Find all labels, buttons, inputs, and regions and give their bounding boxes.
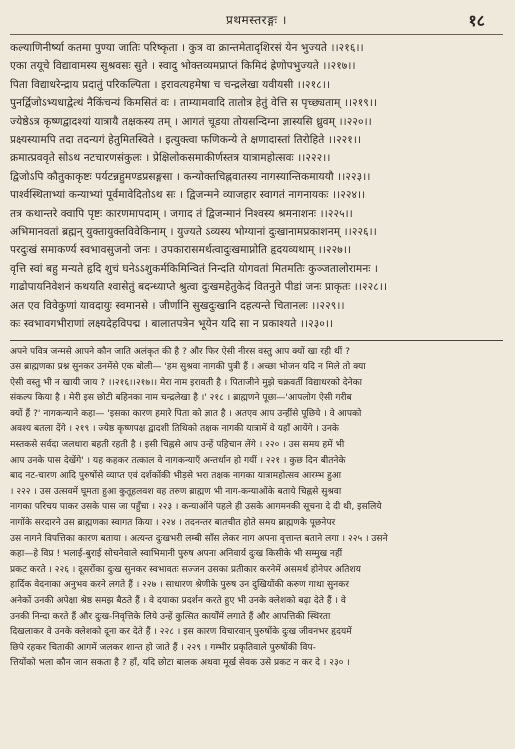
verse-line: एका तयूचे विद्यावामस्य सुश्रवसः सुते । स्वादु भोक्तव्यमप्राप्तं किमिदं ह्रेणोपभुज्यते ।।२१७।।: [10, 60, 356, 73]
header-rule: [10, 34, 503, 35]
verse-line: पुनर्द्विजोऽभ्यधाद्वेत्थं नैकिंचन्यं किमसितं वः । ताम्यामवादि तातोत्र हेतुं वेत्ति स पृच्छ्यताम् ।।२१९।।: [10, 97, 378, 110]
verse-line: पिता विद्याधरेन्द्राय प्रदातुं परिकल्पिता । इरावत्यहमेषा च चन्द्रलेखा यवीयसी ।।२१८।।: [10, 78, 331, 91]
translation-line: अपने पवित्र जन्मसे आपने कौन जाति अलंकृत की है ? और फिर ऐसी नीरस वस्तु आप क्यों खा रही थीं ?: [10, 346, 350, 357]
verse-line: अभिमानवतां ब्रह्मन् युक्तायुक्तविवेकिनाम् । युज्यते ऽव्यस्य भोग्यानां दुःखानामप्रकाशनम् ।।२२६।।: [10, 226, 377, 239]
verse-line: अत एव विवेकुणां यावदायुः स्वमानसे । जीर्णानि सुखदुःखानि दहत्यन्ते चितानलः ।।२२९।।: [10, 299, 345, 312]
translation-line: त्तियोंको भला कौन जान सकता है ? हाँ, यदि छोटा बालक अथवा मूर्ख सेवक उसे प्रकट न कर दे । २३० ।: [10, 658, 350, 669]
translation-line: मस्तकसे सर्वदा जलधारा बहती रहती है । इसी चिह्नसे आप उन्हें पहिचान लेंगे । २२० । उस समय हमें भी: [10, 440, 345, 451]
verse-line: गाढोपायनिवेशनं कथयति श्वासेतुं बदन्ध्याप्ते श्रुत्वा दुःखमहेतुकेदं वितनुते पीडां जनः प्राकृतः ।।२२८।।: [10, 281, 388, 294]
verse-line: क्रमात्प्रववृते सोऽथ नटचारणसंकुलः । प्रेक्षिलोकसमाकीर्णस्तत्र यात्रामहोत्सवः ।।२२२।।: [10, 152, 331, 165]
hindi-translation: [10, 345, 503, 672]
translation-line: उस ब्राह्मणका प्रश्न सुनकर उनमेंसे एक बोली— 'हम सुश्रवा नागकी पुत्री हैं । अच्छा भोजन यदि न मिले तो क्या: [10, 362, 366, 373]
translation-line: नागोंके सरदारने उस ब्राह्मणका स्वागत किया । २२४ । तदनन्तर बातचीत होते समय ब्राह्मणके पूछनेपर: [10, 518, 336, 529]
chapter-title: प्रथमस्तरङ्गः ।: [226, 12, 287, 27]
translation-line: संकल्प किया है । मेरी इस छोटी बहिनका नाम चन्द्रलेखा है ।' २१८ । ब्राह्मणने पूछा—'आपलोग ऐसी गरीब: [10, 393, 352, 404]
translation-line: बाद नट-चारण आदि पुरुषोंसे व्याप्त एवं दर्शकोंकी भीड़से भरा तक्षक नागका यात्रामहोत्सव आरम्भ हुआ: [10, 471, 342, 482]
translation-line: प्रकट करते । २२६ । दूसरोंका दुःख सुनकर स्वभावतः सज्जन उसका प्रतीकार करनेमें असमर्थ होनेपर अतिशय: [10, 564, 361, 575]
verse-line: प्रक्ष्यस्यामपि तदा तदन्यगं हेतुमितस्विते । इत्युक्त्वा फणिकन्ये ते क्षणादास्तां तिरोहिते ।।२२१।।: [10, 134, 362, 147]
verse-line: पार्श्वस्थिताभ्यां कन्याभ्यां पूर्वमावेदितोऽथ सः । द्विजन्मने व्याजहार स्वागतं नागनायकः ।।२२४।।: [10, 189, 366, 202]
verse-line: परदुःखं समाकर्ण्य स्वभावसुजनो जनः । उपकारासमर्थत्वादुःखमाप्नोति हृदयव्यथाम् ।।२२७।।: [10, 244, 352, 257]
translation-line: दिखलाकर वे उनके क्लेशको दूना कर देते हैं । २२८ । इस कारण विचारवान् पुरुषोंके दुःख जीवनभर हृदयमें: [10, 627, 352, 638]
translation-line: । २२२ । उस उत्सवमें घूमता हुआ कुतूहलवश वह तरुण ब्राह्मण भी नाग-कन्याओंके बताये चिह्नसे सुश्रवा: [10, 486, 342, 497]
translation-line: अनेकों उनकी अपेक्षा श्रेष्ठ समझ बैठते हैं । वे दयाका प्रदर्शन करते हुए भी उनके क्लेशको बढ़ा देते हैं । वे: [10, 596, 346, 606]
verse-line: वृत्ति स्वां बहु मन्यते हृदि शुचं घनेऽऽशुकर्मकिमिन्वितं निन्दति योगवतां मितमतिः कुञ्जतालोरामनः ।: [10, 262, 379, 275]
translation-line: उनकी निन्दा करते हैं और दुःख-निवृत्तिके लिये उन्हें कुत्सित कार्योंमें लगाते हैं और आपत्तिकी स्थिरता: [10, 611, 331, 622]
translation-line: हार्दिक वेदनाका अनुभव करने लगते हैं । २२७ । साधारण श्रेणीके पुरुष उन दुखियोंकी करुण गाथा सुनकर: [10, 580, 349, 591]
translation-line: अवश्य बतला देंगे । २१९ । ज्येष्ठ कृष्णपक्ष द्वादशी तिथिको तक्षक नागकी यात्रामें वे यहाँ आयेंगे । उनके: [10, 424, 339, 435]
translation-line: कहा—हे विप्र ! भलाई-बुराई सोचनेवाले स्वाभिमानी पुरुष अपना अनिवार्य दुःख किसीके भी सम्मुख नहीं: [10, 549, 343, 560]
page-header: [10, 6, 503, 32]
verse-line: कल्याणिनीर्ष्या कतमा पुण्या जातिः परिष्कृता । कुत्र वा क्रान्तमेतादृशिरसं येन भुज्यते ।।२१६।।: [10, 42, 364, 54]
verse-line: तत्र कथान्तरे क्वापि पृष्टः कारणमापदाम् । जगाद तं द्विजन्मानं निश्वस्य श्रमनाशनः ।।२२५।।: [10, 207, 353, 220]
translation-line: छिपे रहकर चिताकी आगमें जलकर शान्त हो जाते हैं । २२९ । गम्भीर प्रकृतिवाले पुरुषोंकी विप-: [10, 642, 316, 653]
section-divider: [10, 340, 503, 341]
verse-line: ज्येष्ठेऽत्र कृष्णद्वादश्यां यात्रायै तक्षकस्य तम् । आगतं चूडया तोयसन्दिग्ना ज्ञास्यसि ध्रुवम् ।।२२०।।: [10, 115, 372, 128]
sanskrit-verses: [10, 39, 503, 334]
translation-line: ऐसी वस्तु भी न खायी जाय ? ।।२१६।।२१७।। मेरा नाम इरावती है । पिताजीने मुझे चक्रवर्ती विद्याधरको देनेका: [10, 377, 362, 388]
translation-line: उस नागने विपत्तिका कारण बताया । अत्यन्त दुःखभरी लम्बी साँस लेकर नाग अपना वृत्तान्त बताने लगा । २२५ । उसने: [10, 533, 388, 544]
verse-line: द्विजोऽपि कौतुकाकृष्टः पर्यटन्नहुमण्डप्रसङ्गसा । कन्योक्तचिह्नवातस्य नागस्यान्तिकमाययौ ।।२२३।।: [10, 170, 371, 183]
translation-line: आप उनके पास देखेंगे' । यह कहकर तत्काल वे नागकन्याएँ अन्तर्धान हो गयीं । २२१ । कुछ दिन बीतनेके: [10, 455, 346, 466]
translation-line: नागका परिचय पाकर उसके पास जा पहुँचा । २२३ । कन्याओंने पहले ही उसके आगमनकी सूचना दे दी थी, इसलिये: [10, 502, 382, 513]
translation-line: क्यों हैं ?' नागकन्याने कहा— 'इसका कारण हमारे पिता को ज्ञात है । अतएव आप उन्हींसे पूछिये । वे आपको: [10, 408, 362, 419]
page-number: १८: [468, 11, 485, 30]
verse-line: कः स्वभावगभीराणां लक्ष्यदेहविपद्म । बालातपत्रेन भूयेन यदि सा न प्रकाश्यते ।।२३०।।: [10, 318, 334, 331]
